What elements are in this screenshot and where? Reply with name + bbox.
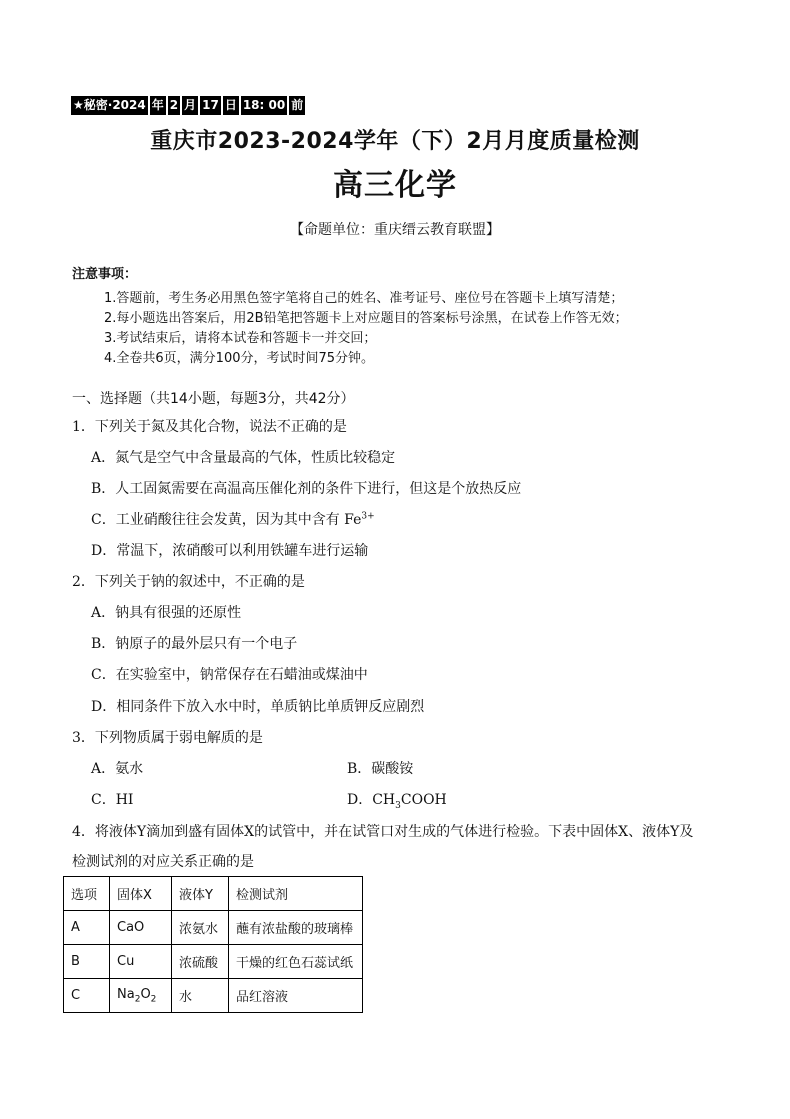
issuing-unit: 【命题单位：重庆缙云教育联盟】 [290,222,500,238]
table-cell: 浓氨水 [172,911,229,945]
banner-segment: 月 [182,96,198,115]
table-header-cell: 液体Y [172,877,229,911]
table-cell: C [64,979,110,1013]
notes-title: 注意事项： [72,267,138,282]
question-3-stem: 3．下列物质属于弱电解质的是 [72,730,263,746]
exam-subject: 高三化学 [333,168,457,203]
banner-segment: 前 [289,96,305,115]
q3-option-b: B．碳酸铵 [347,761,414,777]
q3-option-a: A．氨水 [91,761,144,777]
banner-segment: ★秘密·2024 [71,96,148,115]
subscript: 2 [150,994,157,1005]
table-cell: 水 [172,979,229,1013]
q1-option-a: A．氮气是空气中含量最高的气体，性质比较稳定 [91,450,396,466]
subscript: 3 [395,800,401,811]
table-row [64,911,363,945]
table-cell: 品红溶液 [229,979,363,1013]
table-cell: A [64,911,110,945]
table-cell: 浓硫酸 [172,945,229,979]
q1-option-b: B．人工固氮需要在高温高压催化剂的条件下进行，但这是个放热反应 [91,481,522,497]
q1-option-d: D．常温下，浓硝酸可以利用铁罐车进行运输 [91,543,369,559]
banner-segment: 2 [168,96,180,115]
q3-option-c: C．HI [91,792,134,808]
table-cell: Cu [110,945,172,979]
table-row [64,979,363,1013]
subscript: 2 [134,994,141,1005]
q1-option-c-text: C．工业硝酸往往会发黄，因为其中含有 Fe [91,512,362,528]
q2-option-b: B．钠原子的最外层只有一个电子 [91,636,298,652]
q2-option-c: C．在实验室中，钠常保存在石蜡油或煤油中 [91,667,368,683]
table-cell: 蘸有浓盐酸的玻璃棒 [229,911,363,945]
table-cell: CaO [110,911,172,945]
question-4-stem-line1: 4．将液体Y滴加到盛有固体X的试管中，并在试管口对生成的气体进行检验。下表中固体X、液体Y及 [72,824,694,840]
exam-title: 重庆市2023-2024学年（下）2月月度质量检测 [150,129,640,154]
table-header-cell: 选项 [64,877,110,911]
table-header-row [64,877,363,911]
table-cell [110,979,172,1013]
table-row [64,945,363,979]
question-4-stem-line2: 检测试剂的对应关系正确的是 [72,854,254,870]
q2-option-d: D．相同条件下放入水中时，单质钠比单质钾反应剧烈 [91,699,425,715]
note-item: 2.每小题选出答案后，用2B铅笔把答题卡上对应题目的答案标号涂黑，在试卷上作答无效； [104,311,628,326]
charge-superscript: 3+ [361,511,375,522]
confidential-banner [71,96,305,115]
formula-part: O [140,986,151,1002]
table-cell: 干燥的红色石蕊试纸 [229,945,363,979]
table-header-cell: 检测试剂 [229,877,363,911]
q3-option-d-prefix: D．CH [347,792,396,808]
q2-option-a: A．钠具有很强的还原性 [91,605,242,621]
q3-option-d [347,789,447,811]
q3-option-d-suffix: COOH [400,792,447,808]
q1-option-c [91,509,375,529]
question-4-table [63,876,363,1013]
note-item: 4.全卷共6页，满分100分，考试时间75分钟。 [104,351,375,366]
section-heading: 一、选择题（共14小题，每题3分，共42分） [72,391,355,407]
banner-segment: 17 [200,96,221,115]
formula-part: Na [117,986,135,1002]
note-item: 3.考试结束后，请将本试卷和答题卡一并交回； [104,331,377,346]
banner-segment: 年 [150,96,166,115]
question-2-stem: 2．下列关于钠的叙述中，不正确的是 [72,574,305,590]
banner-segment: 日 [223,96,239,115]
question-1-stem: 1．下列关于氮及其化合物，说法不正确的是 [72,419,347,435]
table-header-cell: 固体X [110,877,172,911]
note-item: 1.答题前，考生务必用黑色签字笔将自己的姓名、准考证号、座位号在答题卡上填写清楚； [104,291,624,306]
banner-segment: 18: 00 [241,96,287,115]
table-cell: B [64,945,110,979]
